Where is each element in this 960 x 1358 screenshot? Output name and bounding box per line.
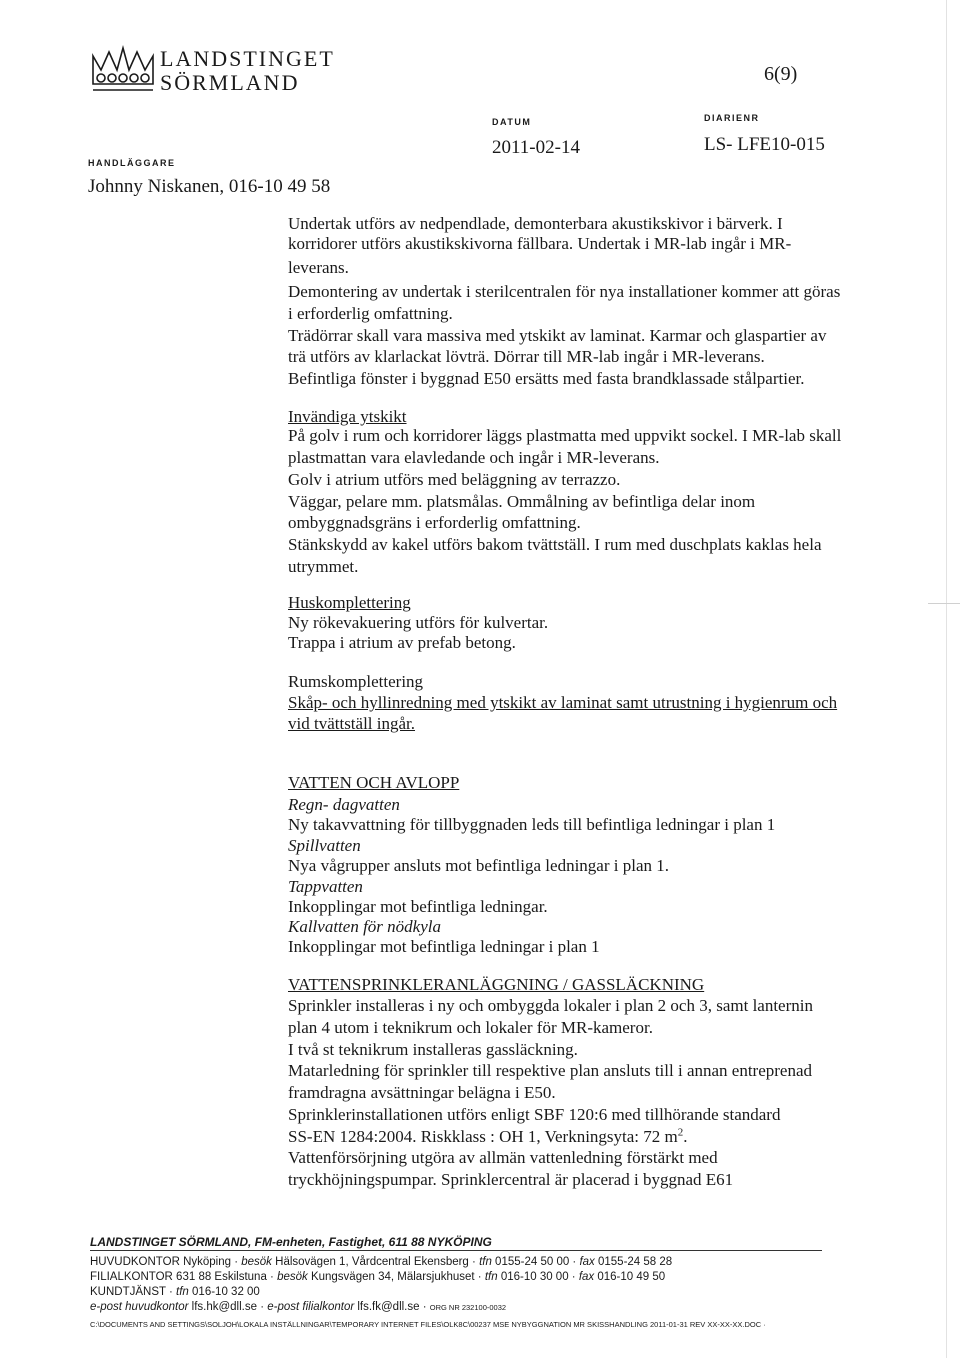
body-line: Demontering av undertak i sterilcentralen för nya installationer kommer att göras: [288, 282, 841, 301]
org-name-line2: SÖRMLAND: [160, 70, 300, 95]
body-line: På golv i rum och korridorer läggs plastmatta med uppvikt sockel. I MR-lab skall: [288, 426, 842, 445]
footer-text: Hälsovägen 1, Vårdcentral Ekensberg ·: [271, 1256, 480, 1268]
page-notch: [928, 603, 960, 604]
body-line: framdragna avsättningar belägna i E50.: [288, 1083, 556, 1102]
body-line-underlined: vid tvättställ ingår.: [288, 714, 416, 733]
footer-org-nr: ORG NR 232100-0032: [429, 1303, 507, 1312]
footer-kundtjanst: [90, 1285, 260, 1299]
body-line: Sprinkler installeras i ny och ombyggda lokaler i plan 2 och 3, samt lanternin: [288, 996, 813, 1015]
body-line: Golv i atrium utförs med beläggning av terrazzo.: [288, 470, 621, 489]
body-line: ombyggnadsgräns i erforderlig omfattning.: [288, 513, 581, 532]
footer-text: FILIALKONTOR 631 88 Eskilstuna ·: [90, 1271, 278, 1283]
body-line: trä utförs av klarlackat lövträ. Dörrar till MR-lab ingår i MR-leverans.: [288, 347, 765, 366]
footer-text: e-post filialkontor: [267, 1301, 355, 1313]
body-line: Trädörrar skall vara massiva med ytskikt av laminat. Karmar och glaspartier av: [288, 326, 827, 345]
body-line: korridorer utförs akustikskivorna fällbara. Undertak i MR-lab ingår i MR-: [288, 234, 792, 253]
body-line-standard: [288, 1127, 688, 1147]
footer-text: 0155-24 50 00 ·: [491, 1256, 580, 1268]
diarienr-label: DIARIENR: [704, 113, 760, 123]
body-line: Trappa i atrium av prefab betong.: [288, 633, 516, 652]
datum-value: 2011-02-14: [492, 137, 580, 158]
footer-text: tfn: [484, 1271, 498, 1283]
footer-text: fax: [578, 1271, 595, 1283]
body-line: Vattenförsörjning utgöra av allmän vattenledning förstärkt med: [288, 1148, 718, 1167]
body-line: utrymmet.: [288, 557, 359, 576]
footer-text: Kungsvägen 34, Mälarsjukhuset ·: [307, 1271, 485, 1283]
body-line: Inkopplingar mot befintliga ledningar.: [288, 897, 548, 916]
org-name-line1: LANDSTINGET: [160, 46, 335, 71]
body-line: Inkopplingar mot befintliga ledningar i plan 1: [288, 937, 600, 956]
section-heading-invandiga: Invändiga ytskikt: [288, 407, 407, 426]
footer-text: tfn: [479, 1256, 492, 1268]
body-line: Ny rökevakuering utförs för kulvertar.: [288, 613, 549, 632]
footer-text: 016-10 49 50: [594, 1271, 666, 1283]
footer-epost: [90, 1300, 506, 1315]
body-line: plastmattan vara elavledande och ingår i MR-leverans.: [288, 448, 660, 467]
footer-text: e-post huvudkontor: [90, 1301, 189, 1313]
footer-text: fax: [579, 1256, 595, 1268]
body-line: Stänkskydd av kakel utförs bakom tvättställ. I rum med duschplats kaklas hela: [288, 535, 822, 554]
diarienr-value: LS- LFE10-015: [704, 134, 825, 155]
body-line-underlined: Skåp- och hyllinredning med ytskikt av laminat samt utrustning i hygienrum och: [288, 693, 838, 712]
page-number: 6(9): [764, 63, 798, 85]
footer-filialkontor: [90, 1270, 665, 1284]
crown-logo-icon: [90, 44, 156, 94]
body-line: tryckhöjningspumpar. Sprinklercentral är placerad i byggnad E61: [288, 1170, 734, 1189]
footer-email: lfs.fk@dll.se ·: [354, 1301, 430, 1313]
footer-rule: [90, 1250, 822, 1251]
section-heading-vatten: VATTEN OCH AVLOPP: [288, 773, 460, 792]
standard-text: SS-EN 1284:2004. Riskklass : OH 1, Verkningsyta: 72 m: [288, 1127, 678, 1146]
footer-file-path: C:\DOCUMENTS AND SETTINGS\SOLJOH\LOKALA INSTÄLLNINGAR\TEMPORARY INTERNET FILES\OLK8C\00237 MSE NYBYGGNATION MR SKISSHANDLING 2011-01-31 REV XX-XX-XX.DOC ·: [90, 1320, 766, 1329]
footer-text: besök: [277, 1271, 308, 1283]
superscript: 2: [677, 1126, 684, 1139]
body-line: i erforderlig omfattning.: [288, 304, 453, 323]
footer-email: lfs.hk@dll.se ·: [188, 1301, 268, 1313]
footer-title: LANDSTINGET SÖRMLAND, FM-enheten, Fastighet, 611 88 NYKÖPING: [90, 1235, 492, 1249]
subheading-italic: Regn- dagvatten: [288, 795, 400, 814]
subheading-italic: Tappvatten: [288, 877, 363, 896]
footer-text: 016-10 32 00: [188, 1286, 260, 1298]
footer-huvudkontor: [90, 1255, 672, 1269]
footer-text: KUNDTJÄNST ·: [90, 1286, 177, 1298]
body-line: Sprinklerinstallationen utförs enligt SBF 120:6 med tillhörande standard: [288, 1105, 781, 1124]
body-line: Matarledning för sprinkler till respektive plan ansluts till i annan entreprenad: [288, 1061, 813, 1080]
body-line: Befintliga fönster i byggnad E50 ersätts med fasta brandklassade stålpartier.: [288, 369, 805, 388]
page-edge-line: [946, 0, 947, 1358]
handlaggare-value: Johnny Niskanen, 016-10 49 58: [88, 176, 331, 197]
footer-text: HUVUDKONTOR Nyköping ·: [90, 1256, 242, 1268]
section-heading-sprinkler: VATTENSPRINKLERANLÄGGNING / GASSLÄCKNING: [288, 975, 705, 994]
body-line: Nya vågrupper ansluts mot befintliga ledningar i plan 1.: [288, 856, 669, 875]
body-line: Undertak utförs av nedpendlade, demonterbara akustikskivor i bärverk. I: [288, 214, 783, 233]
period: .: [683, 1127, 688, 1146]
footer-text: 016-10 30 00 ·: [497, 1271, 579, 1283]
datum-label: DATUM: [492, 117, 532, 127]
body-line: Väggar, pelare mm. platsmålas. Ommålning av befintliga delar inom: [288, 492, 756, 511]
body-line: I två st teknikrum installeras gassläckning.: [288, 1040, 578, 1059]
footer-text: besök: [241, 1256, 272, 1268]
footer-text: tfn: [176, 1286, 189, 1298]
handlaggare-label: HANDLÄGGARE: [88, 158, 176, 168]
section-heading-husk: Huskomplettering: [288, 593, 411, 612]
subheading-italic: Kallvatten för nödkyla: [288, 917, 441, 936]
footer-text: 0155-24 58 28: [594, 1256, 673, 1268]
body-line: Ny takavvattning för tillbyggnaden leds till befintliga ledningar i plan 1: [288, 815, 776, 834]
body-line: leverans.: [288, 258, 349, 277]
body-line: plan 4 utom i teknikrum och lokaler för MR-kameror.: [288, 1018, 653, 1037]
subheading-italic: Spillvatten: [288, 836, 361, 855]
section-heading-rums: Rumskomplettering: [288, 672, 424, 691]
